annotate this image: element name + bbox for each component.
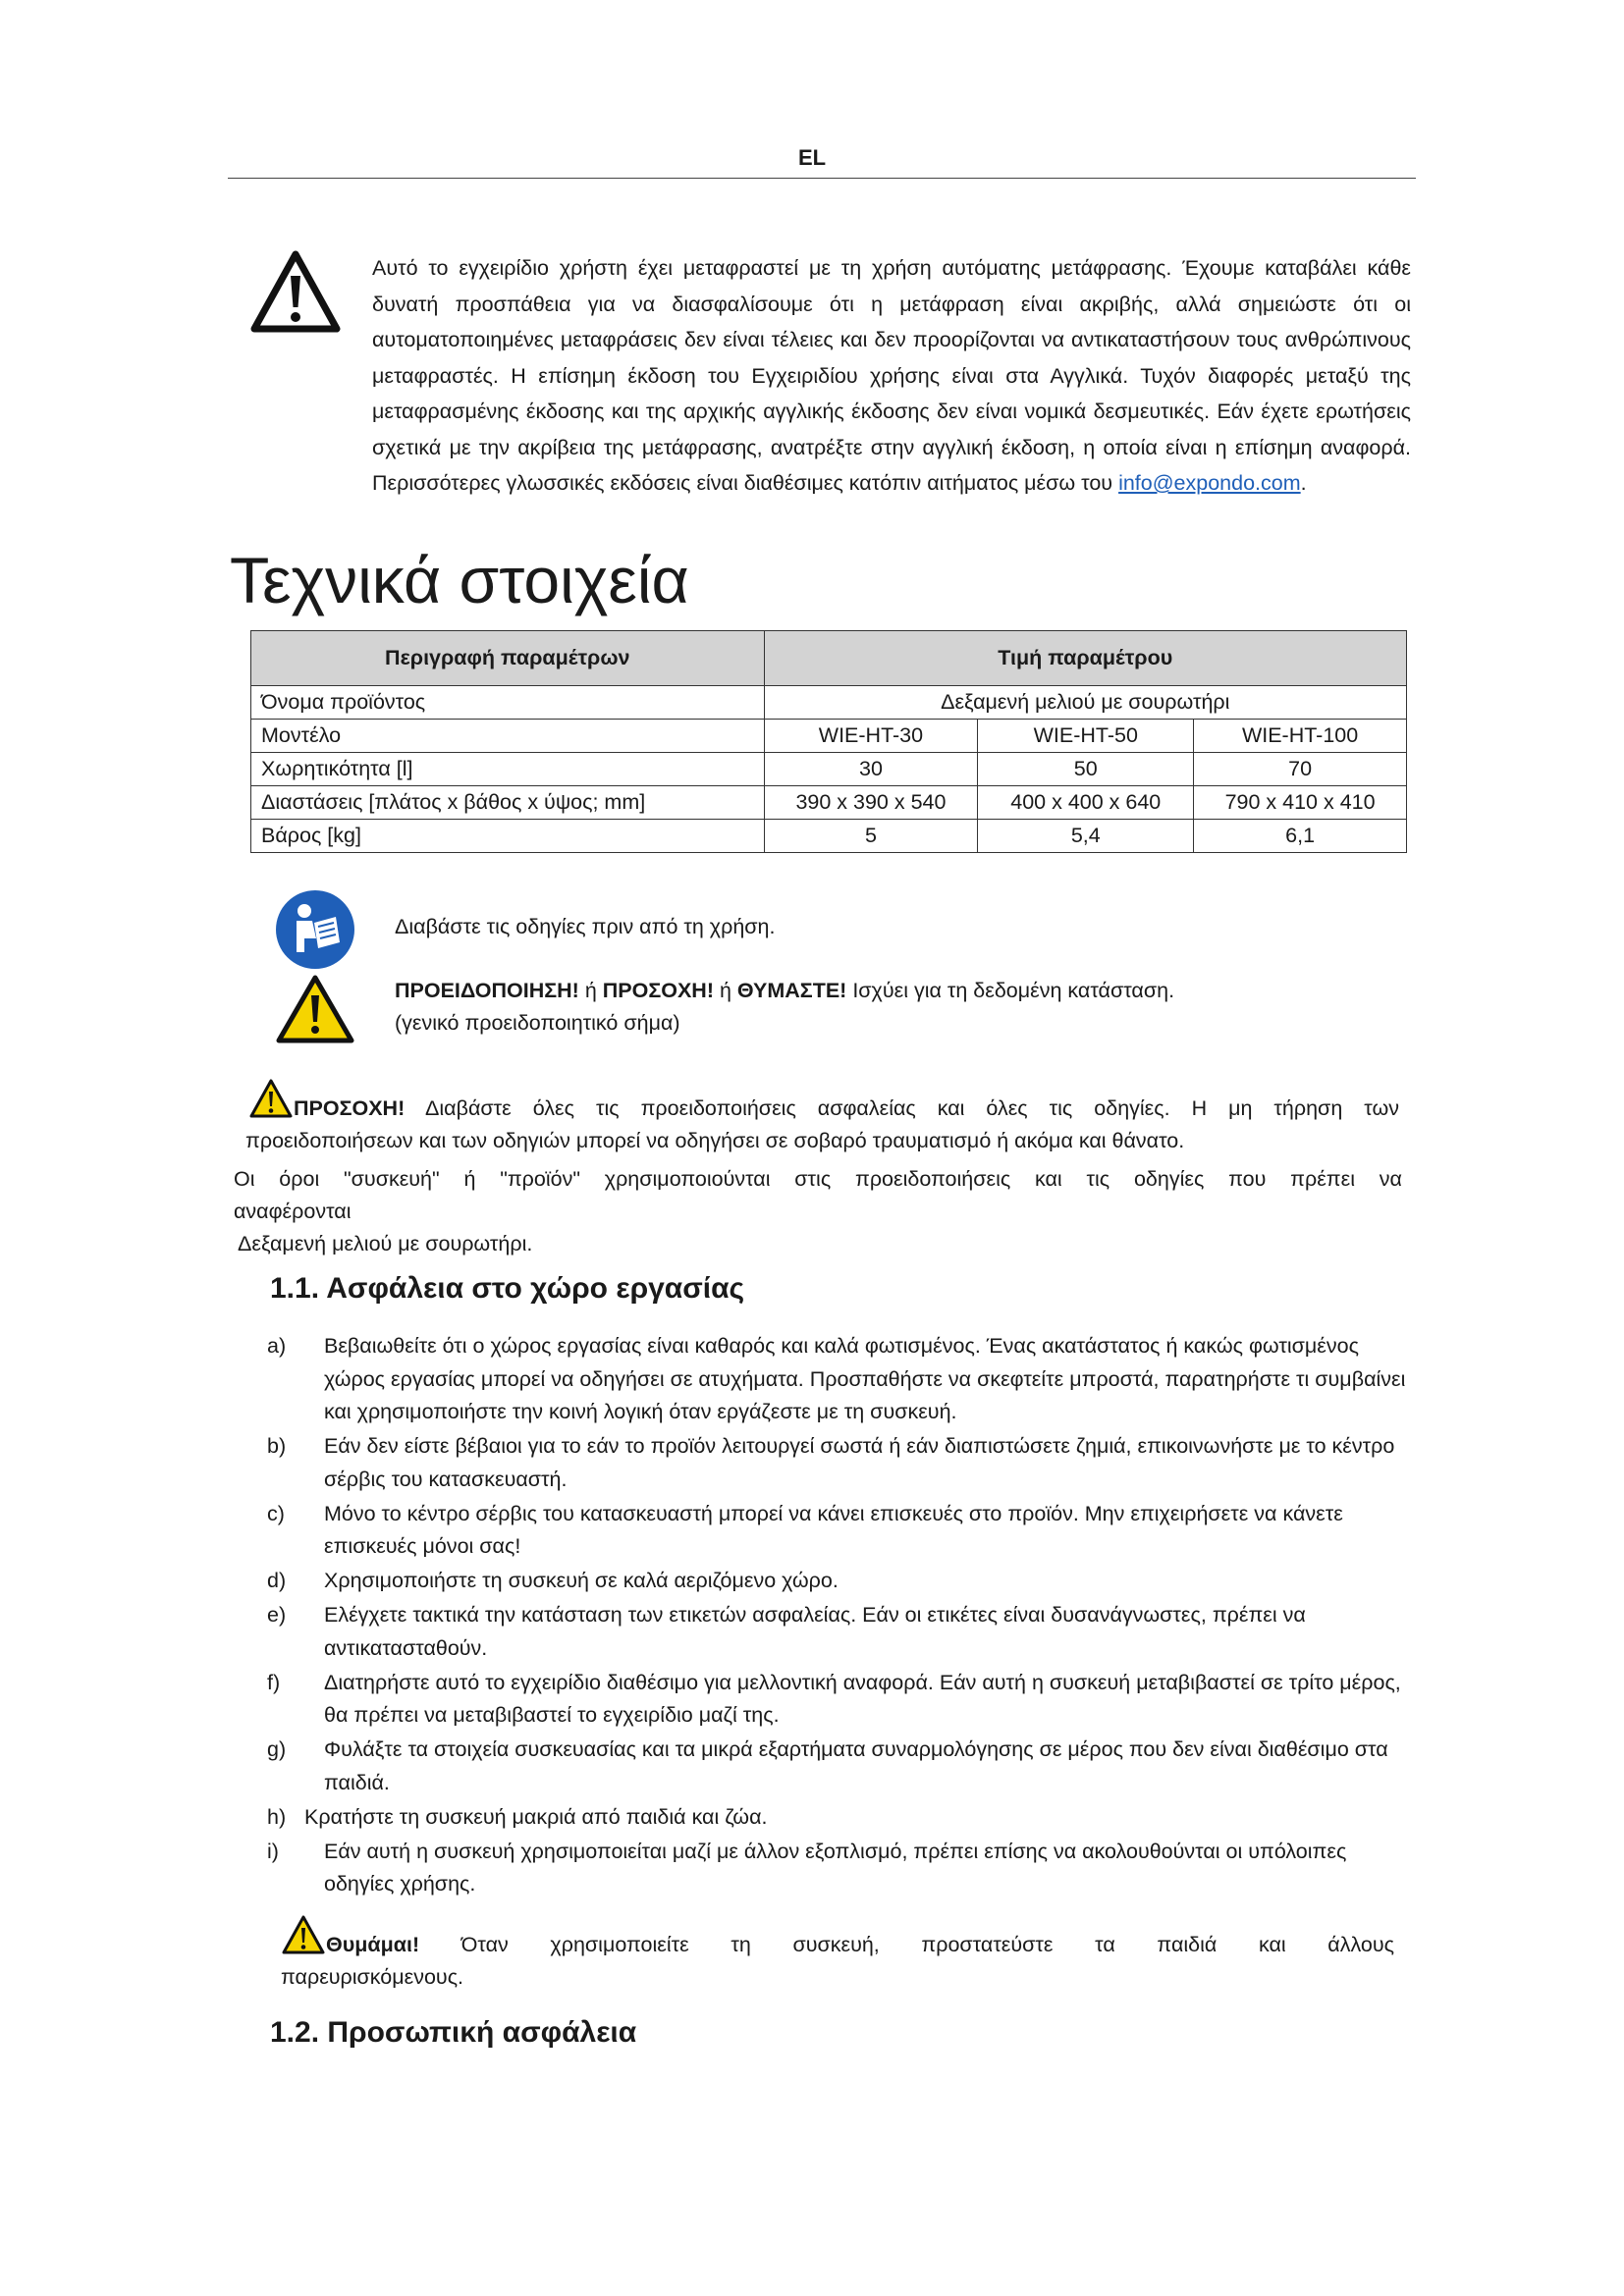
- table-row: [251, 720, 1407, 753]
- read-instructions-text: Διαβάστε τις οδηγίες πριν από τη χρήση.: [395, 915, 776, 938]
- product-name-value: Δεξαμενή μελιού με σουρωτήρι: [764, 686, 1406, 720]
- cell: WIE-HT-30: [764, 720, 978, 753]
- warning-triangle-icon: [275, 974, 355, 1044]
- param-value-header: Τιμή παραμέτρου: [764, 631, 1406, 686]
- cell: 50: [978, 753, 1194, 786]
- cell: 390 x 390 x 540: [764, 786, 978, 820]
- list-item: f) Διατηρήστε αυτό το εγχειρίδιο διαθέσιμο για μελλοντική αναφορά. Εάν αυτή η συσκευή μεταβιβαστεί σε τρίτο μέρος, θα πρέπει να μεταβιβαστεί το εγχειρίδιο μαζί της.: [267, 1670, 1401, 1727]
- cell: 790 x 410 x 410: [1194, 786, 1407, 820]
- table-header-row: [251, 631, 1407, 686]
- cell: WIE-HT-100: [1194, 720, 1407, 753]
- row-label: Όνομα προϊόντος: [251, 686, 765, 720]
- row-label: Μοντέλο: [251, 720, 765, 753]
- cell: 5: [764, 820, 978, 853]
- warning-triangle-icon: [281, 1914, 326, 1955]
- row-label: Χωρητικότητα [l]: [251, 753, 765, 786]
- workplace-safety-list: [267, 1330, 1411, 1902]
- list-item: b) Εάν δεν είστε βέβαιοι για το εάν το προϊόν λειτουργεί σωστά ή εάν διαπιστώσετε ζημιά, επικοινωνήστε με το κέντρο σέρβις του κατασκευαστή.: [267, 1434, 1395, 1491]
- terms-definition: Οι όροι "συσκευή" ή "προϊόν" χρησιμοποιούνται στις προειδοποιήσεις και τις οδηγίες που πρέπει να αναφέρονται Δεξαμενή μελιού με σουρωτήρι.: [234, 1167, 1402, 1255]
- list-item: i) Εάν αυτή η συσκευή χρησιμοποιείται μαζί με άλλον εξοπλισμό, πρέπει επίσης να ακολουθούνται οι υπόλοιπες οδηγίες χρήσης.: [267, 1839, 1347, 1896]
- table-row: [251, 753, 1407, 786]
- remember-notice: Θυμάμαι! Όταν χρησιμοποιείτε τη συσκευή, προστατεύστε τα παιδιά και άλλους παρευρισκόμενους.: [281, 1914, 1394, 1994]
- translation-disclaimer: Αυτό το εγχειρίδιο χρήστη έχει μεταφραστεί με τη χρήση αυτόματης μετάφρασης. Έχουμε καταβάλει κάθε δυνατή προσπάθεια για να διασφαλίσουμε ότι η μετάφραση είναι ακριβής, αλλά σημειώστε ότι οι αυτοματοποιημένες μεταφράσεις δεν είναι τέλειες και δεν προορίζονται να αντικαταστήσουν τους ανθρώπινους μεταφραστές. Η επίσημη έκδοση του Εγχειριδίου χρήσης είναι στα Αγγλικά. Τυχόν διαφορές μεταξύ της μεταφρασμένης έκδοσης και της αρχικής αγγλικής έκδοσης δεν είναι νομικά δεσμευτικές. Εάν έχετε ερωτήσεις σχετικά με την ακρίβεια της μετάφρασης, ανατρέξτε στην αγγλική έκδοση, η οποία είναι η επίσημη αναφορά. Περισσότερες γλωσσικές εκδόσεις είναι διαθέσιμες κατόπιν αιτήματος μέσω του info@expondo.com.: [372, 256, 1411, 495]
- cell: 5,4: [978, 820, 1194, 853]
- caution-notice: ΠΡΟΣΟΧΗ! Διαβάστε όλες τις προειδοποιήσεις ασφαλείας και όλες τις οδηγίες. Η μη τήρηση των προειδοποιήσεων και των οδηγιών μπορεί να οδηγήσει σε σοβαρό τραυματισμό ή ακόμα και θάνατο.: [245, 1078, 1399, 1157]
- header-rule: [228, 178, 1416, 179]
- contact-email-link[interactable]: info@expondo.com: [1118, 471, 1301, 495]
- language-code: EL: [797, 145, 827, 170]
- section-heading-1-2: 1.2. Προσωπική ασφάλεια: [270, 2016, 637, 2049]
- cell: WIE-HT-50: [978, 720, 1194, 753]
- warning-triangle-icon: [250, 250, 341, 333]
- caution-label: ΠΡΟΣΟΧΗ!: [294, 1096, 406, 1120]
- list-item: d) Χρησιμοποιήστε τη συσκευή σε καλά αεριζόμενο χώρο.: [267, 1569, 839, 1592]
- param-description-header: Περιγραφή παραμέτρων: [251, 631, 765, 686]
- row-label: Διαστάσεις [πλάτος x βάθος x ύψος; mm]: [251, 786, 765, 820]
- read-manual-icon: [275, 889, 355, 970]
- warning-symbol-subtext: (γενικό προειδοποιητικό σήμα): [395, 1011, 680, 1035]
- list-item: a) Βεβαιωθείτε ότι ο χώρος εργασίας είναι καθαρός και καλά φωτισμένος. Ένας ακατάστατος ή κακώς φωτισμένος χώρος εργασίας μπορεί να οδηγήσει σε ατυχήματα. Προσπαθήστε να σκεφτείτε μπροστά, παρατηρήστε τι συμβαίνει και χρησιμοποιήστε την κοινή λογική όταν εργάζεστε με τη συσκευή.: [267, 1334, 1406, 1423]
- row-label: Βάρος [kg]: [251, 820, 765, 853]
- warning-symbol-text: ΠΡΟΕΙΔΟΠΟΙΗΣΗ! ή ΠΡΟΣΟΧΗ! ή ΘΥΜΑΣΤΕ! Ισχύει για τη δεδομένη κατάσταση.: [395, 979, 1175, 1002]
- table-row: [251, 686, 1407, 720]
- list-item: c) Μόνο το κέντρο σέρβις του κατασκευαστή μπορεί να κάνει επισκευές στο προϊόν. Μην επιχειρήσετε να κάνετε επισκευές μόνοι σας!: [267, 1501, 1343, 1558]
- section-title: Τεχνικά στοιχεία: [230, 544, 689, 616]
- table-row: [251, 786, 1407, 820]
- remember-label: Θυμάμαι!: [326, 1933, 420, 1956]
- list-item: h) Κρατήστε τη συσκευή μακριά από παιδιά και ζώα.: [267, 1804, 768, 1829]
- cell: 400 x 400 x 640: [978, 786, 1194, 820]
- list-item: e) Ελέγχετε τακτικά την κατάσταση των ετικετών ασφαλείας. Εάν οι ετικέτες είναι δυσανάγνωστες, πρέπει να αντικατασταθούν.: [267, 1603, 1306, 1660]
- cell: 6,1: [1194, 820, 1407, 853]
- list-item: g) Φυλάξτε τα στοιχεία συσκευασίας και τα μικρά εξαρτήματα συναρμολόγησης σε μέρος που δεν είναι διαθέσιμο στα παιδιά.: [267, 1737, 1388, 1794]
- warning-triangle-icon: [248, 1078, 294, 1119]
- technical-specs-table: [250, 630, 1407, 853]
- section-heading-1-1: 1.1. Ασφάλεια στο χώρο εργασίας: [270, 1272, 745, 1305]
- caution-line2: προειδοποιήσεων και των οδηγιών μπορεί να οδηγήσει σε σοβαρό τραυματισμό ή ακόμα και θάνατο.: [245, 1129, 1185, 1152]
- cell: 30: [764, 753, 978, 786]
- cell: 70: [1194, 753, 1407, 786]
- table-row: [251, 820, 1407, 853]
